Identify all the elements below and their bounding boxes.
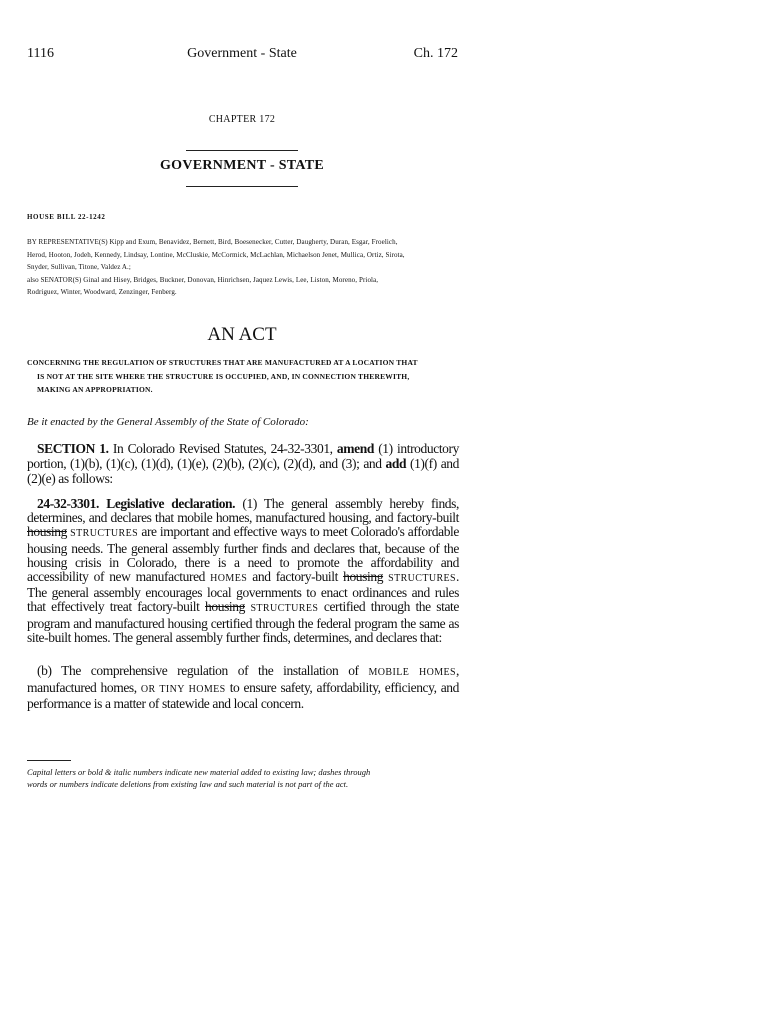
legislative-declaration-paragraph	[27, 497, 459, 645]
footnote	[27, 766, 459, 790]
concerning-line: MAKING AN APPROPRIATION.	[37, 385, 153, 394]
representatives-line: BY REPRESENTATIVE(S) Kipp and Exum, Benavidez, Bernett, Bird, Boesenecker, Cutter, Daugherty, Duran, Esgar, Froelich,	[27, 238, 398, 246]
chapter-title: GOVERNMENT - STATE	[159, 158, 325, 173]
inserted-text: STRUCTURES	[383, 573, 457, 585]
concerning-line: IS NOT AT THE SITE WHERE THE STRUCTURE IS OCCUPIED, AND, IN CONNECTION THEREWITH,	[37, 371, 410, 381]
concerning-line: CONCERNING THE REGULATION OF STRUCTURES THAT ARE MANUFACTURED AT A LOCATION THAT	[27, 358, 418, 367]
add-keyword: add	[385, 456, 407, 471]
chapter-reference: Ch. 172	[413, 46, 458, 61]
chapter-label: CHAPTER 172	[208, 114, 276, 125]
deleted-text: housing	[343, 569, 384, 585]
statute-text: , manufactured homes,	[27, 663, 459, 695]
section-text: In Colorado Revised Statutes, 24-32-3301,	[108, 441, 337, 456]
statute-text: and factory-built	[247, 569, 344, 585]
amend-keyword: amend	[336, 441, 374, 456]
statute-text: The comprehensive regulation of the installation of	[51, 663, 369, 678]
inserted-text: HOMES	[210, 573, 248, 585]
title-rule-top	[186, 150, 298, 151]
statute-text: . The general assembly encourages local governments to enact ordinances and rules that effectively treat factory-built	[27, 569, 459, 615]
enacting-clause: Be it enacted by the General Assembly of the State of Colorado:	[27, 416, 309, 428]
statute-text: certified through the state program and manufactured housing certified through the federal program the same as site-built homes. The general assembly further finds, determines, and declares that:	[27, 599, 459, 645]
representatives-line: Snyder, Sullivan, Titone, Valdez A.;	[27, 263, 131, 271]
inserted-text: STRUCTURES	[245, 603, 319, 615]
statute-text: are important and effective ways to meet Colorado's affordable housing needs. The general assembly further finds and declares that, because of the housing crisis in Colorado, there is a need to promote the affordability and accessibility of new manufactured	[27, 524, 459, 585]
title-rule-bottom	[186, 186, 298, 187]
page-number: 1116	[27, 46, 54, 61]
paragraph-b	[27, 664, 459, 712]
representatives-line: Herod, Hooton, Jodeh, Kennedy, Lindsay, Lontine, McCluskie, McCormick, McLachlan, Michaelson Jenet, Mullica, Ortiz, Sirota,	[27, 250, 405, 259]
sponsors-block	[27, 236, 459, 299]
senators-line: Rodriguez, Winter, Woodward, Zenzinger, Fenberg.	[27, 288, 177, 296]
inserted-text: OR TINY HOMES	[140, 683, 226, 695]
footnote-line: Capital letters or bold & italic numbers indicate new material added to existing law; dashes through	[27, 767, 371, 777]
section-1-paragraph	[27, 441, 459, 486]
footnote-rule	[27, 760, 71, 761]
section-text: (1)(f) and (2)(e) as follows:	[27, 456, 459, 486]
inserted-text: MOBILE HOMES	[368, 667, 457, 678]
statute-text: (1) The general assembly hereby finds, determines, and declares that mobile homes, manufactured housing, and factory-built	[27, 496, 459, 526]
section-text: (1) introductory portion, (1)(b), (1)(c), (1)(d), (1)(e), (2)(b), (2)(c), (2)(d), and (3); and	[27, 441, 459, 471]
footnote-line: words or numbers indicate deletions from existing law and such material is not part of the act.	[27, 779, 349, 789]
senators-line: also SENATOR(S) Ginal and Hisey, Bridges, Buckner, Donovan, Hinrichsen, Jaquez Lewis, Lee, Liston, Moreno, Priola,	[27, 275, 379, 284]
running-title: Government - State	[187, 46, 297, 61]
concerning-clause	[27, 356, 459, 397]
paragraph-label: (b)	[37, 663, 52, 678]
deleted-text: housing	[27, 524, 67, 540]
bill-number: HOUSE BILL 22-1242	[27, 213, 106, 221]
inserted-text: STRUCTURES	[66, 528, 139, 540]
act-heading: AN ACT	[207, 324, 277, 345]
statute-text: to ensure safety, affordability, efficiency, and performance is a matter of statewide and local concern.	[27, 679, 459, 711]
section-heading: 24-32-3301. Legislative declaration.	[37, 496, 236, 511]
section-label: SECTION 1.	[37, 441, 109, 456]
deleted-text: housing	[205, 599, 245, 615]
